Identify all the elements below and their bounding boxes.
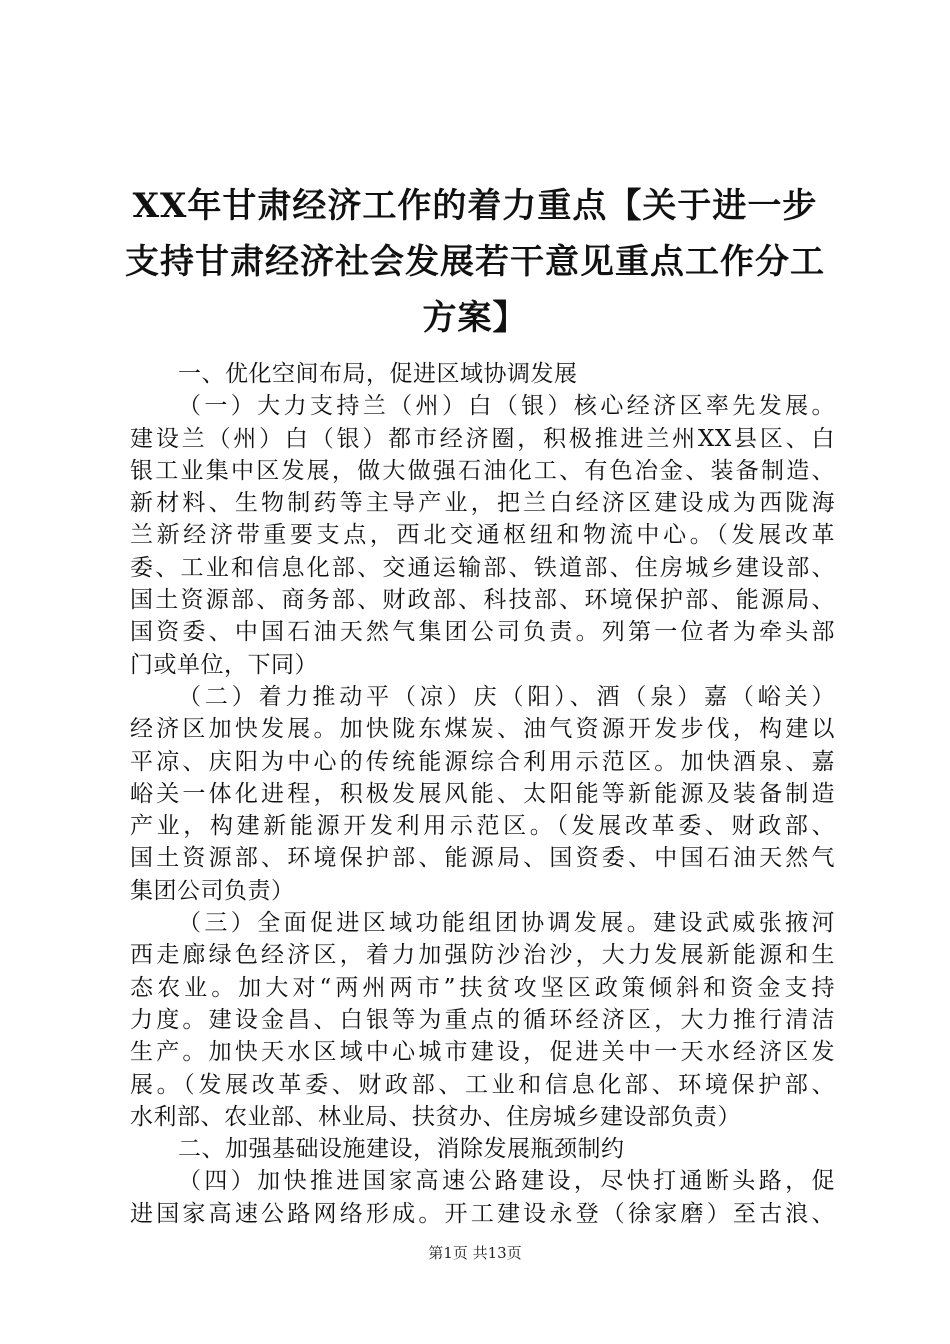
- body-line: （一）大力支持兰（州）白（银）核心经济区率先发展。: [178, 393, 835, 420]
- body-line: 国土资源部、商务部、财政部、科技部、环境保护部、能源局、: [130, 587, 835, 614]
- body-line: 态农业。加大对“两州两市”扶贫攻坚区政策倾斜和资金支持: [130, 974, 835, 1001]
- body-line: 新材料、生物制药等主导产业，把兰白经济区建设成为西陇海: [130, 490, 835, 517]
- body-line: 兰新经济带重要支点，西北交通枢纽和物流中心。（发展改革: [130, 522, 835, 549]
- body-line: 峪关一体化进程，积极发展风能、太阳能等新能源及装备制造: [130, 780, 835, 807]
- body-line: 门或单位，下同）: [130, 651, 318, 678]
- title-line-1: XX年甘肃经济工作的着力重点【关于进一步: [132, 186, 818, 226]
- body-line: 西走廊绿色经济区，着力加强防沙治沙，大力发展新能源和生: [130, 942, 835, 969]
- body-line: 进国家高速公路网络形成。开工建设永登（徐家磨）至古浪、: [130, 1200, 835, 1227]
- body-line: 生产。加快天水区域中心城市建设，促进关中一天水经济区发: [130, 1039, 835, 1066]
- body-line: （二）着力推动平（凉）庆（阳）、酒（泉）嘉（峪关）: [178, 683, 835, 710]
- title-line-3: 方案】: [422, 298, 528, 338]
- heading-section-2: 二、加强基础设施建设，消除发展瓶颈制约: [178, 1136, 625, 1163]
- body-line: 经济区加快发展。加快陇东煤炭、油气资源开发步伐，构建以: [130, 716, 835, 743]
- body-line: 银工业集中区发展，做大做强石油化工、有色冶金、装备制造、: [130, 457, 835, 484]
- body-line: （四）加快推进国家高速公路建设，尽快打通断头路，促: [178, 1168, 835, 1195]
- body-line: 水利部、农业部、林业局、扶贫办、住房城乡建设部负责）: [130, 1103, 741, 1130]
- page-footer: 第1页 共13页: [428, 1244, 522, 1262]
- body-line: 集团公司负责）: [130, 877, 295, 904]
- body-line: 国土资源部、环境保护部、能源局、国资委、中国石油天然气: [130, 845, 835, 872]
- body-line: （三）全面促进区域功能组团协调发展。建设武威张掖河: [178, 910, 835, 937]
- body-line: 国资委、中国石油天然气集团公司负责。列第一位者为牵头部: [130, 619, 835, 646]
- body-line: 力度。建设金昌、白银等为重点的循环经济区，大力推行清洁: [130, 1006, 835, 1033]
- document-body: [130, 358, 835, 1230]
- body-line: 平凉、庆阳为中心的传统能源综合利用示范区。加快酒泉、嘉: [130, 748, 835, 775]
- document-title: [120, 178, 830, 346]
- body-line: 建设兰（州）白（银）都市经济圈，积极推进兰州XX县区、白: [130, 425, 835, 452]
- body-line: 产业，构建新能源开发利用示范区。（发展改革委、财政部、: [130, 813, 835, 840]
- heading-section-1: 一、优化空间布局，促进区域协调发展: [178, 361, 578, 387]
- body-line: 展。（发展改革委、财政部、工业和信息化部、环境保护部、: [130, 1071, 835, 1098]
- title-line-2: 支持甘肃经济社会发展若干意见重点工作分工: [125, 242, 825, 282]
- body-line: 委、工业和信息化部、交通运输部、铁道部、住房城乡建设部、: [130, 554, 835, 581]
